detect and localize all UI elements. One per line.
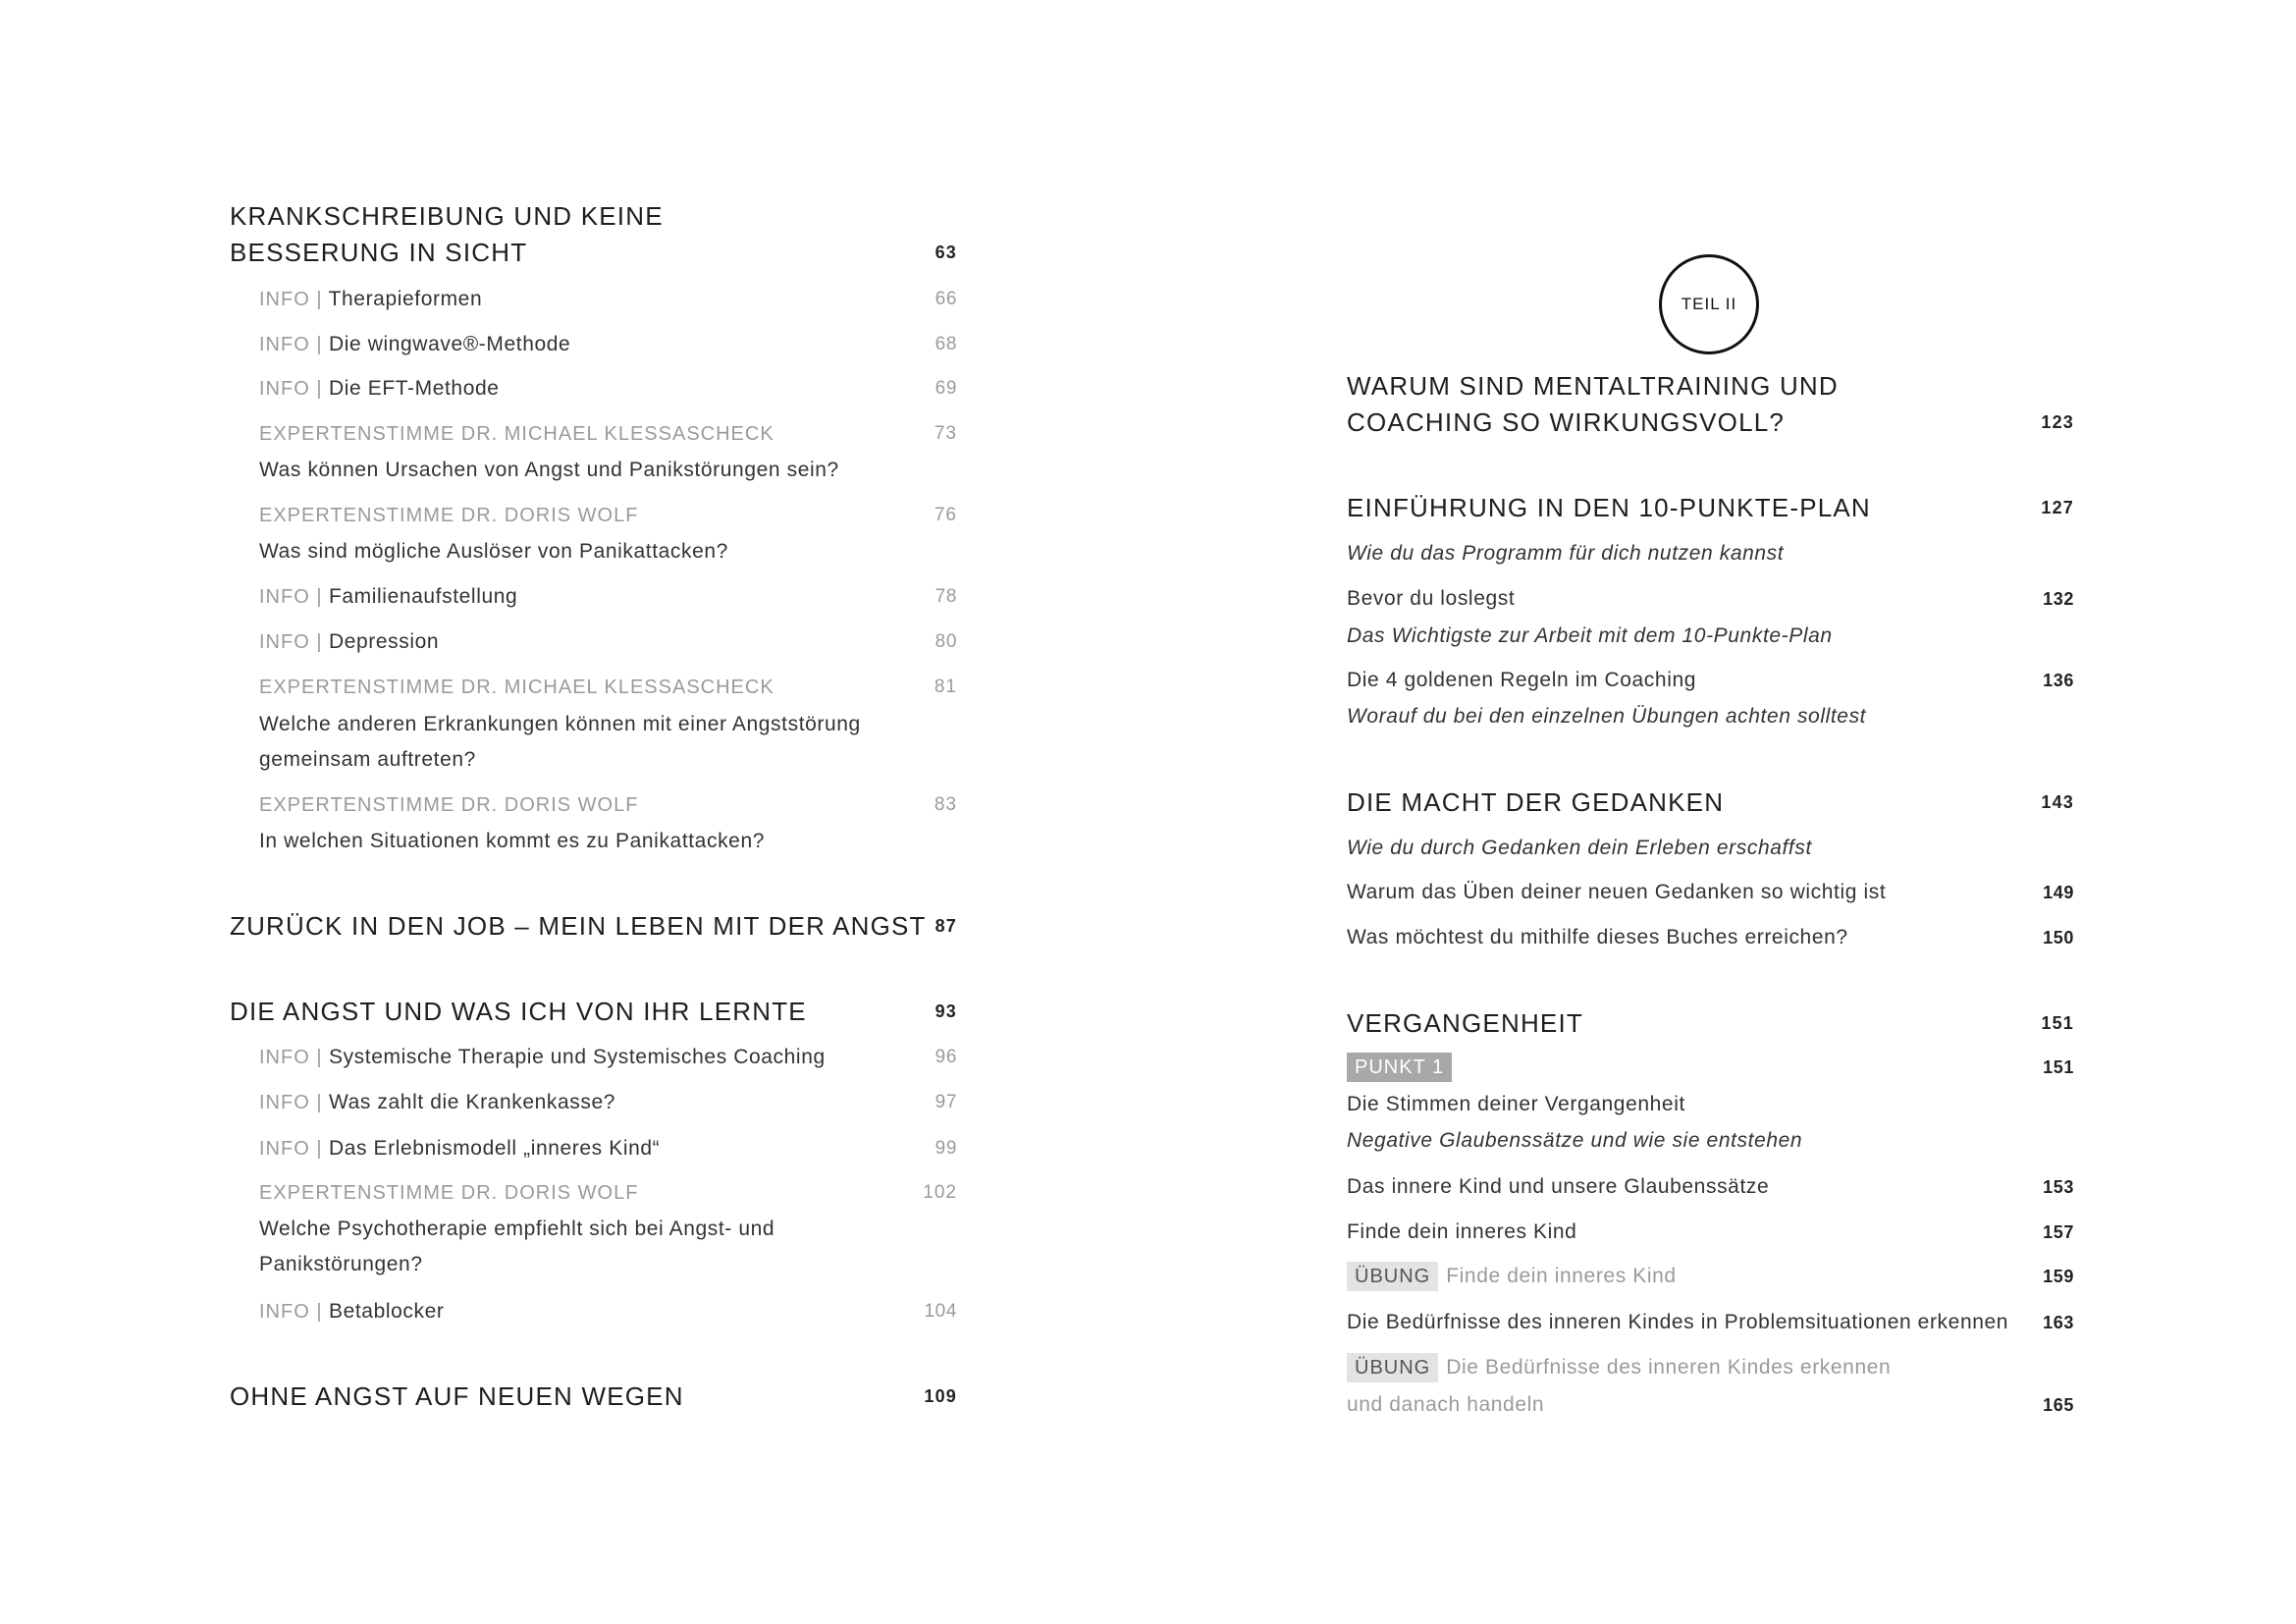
chapter-title-text: DIE MACHT DER GEDANKEN bbox=[1347, 787, 1725, 817]
toc-entry-text[interactable]: In welchen Situationen kommt es zu Panikattacken? bbox=[259, 830, 766, 852]
subtitle: Worauf du bei den einzelnen Übungen achten solltest bbox=[1347, 705, 1867, 728]
entry-text: Die Bedürfnisse des inneren Kindes erkennen bbox=[1446, 1356, 1892, 1379]
toc-entry[interactable] bbox=[259, 371, 957, 406]
entry-text: Betablocker bbox=[328, 1300, 445, 1323]
subtitle: Wie du das Programm für dich nutzen kannst bbox=[1347, 542, 1785, 565]
expert-name: EXPERTENSTIMME DR. DORIS WOLF bbox=[259, 794, 639, 816]
chapter-title[interactable] bbox=[230, 994, 957, 1029]
chapter-title[interactable] bbox=[230, 198, 957, 234]
entry-text: Die Bedürfnisse des inneren Kindes in Problemsituationen erkennen bbox=[1347, 1311, 2009, 1333]
entry-text: Das innere Kind und unsere Glaubenssätze bbox=[1347, 1175, 1770, 1198]
toc-entry[interactable] bbox=[1347, 581, 2074, 617]
toc-entry-text[interactable]: Was können Ursachen von Angst und Panikstörungen sein? bbox=[259, 459, 839, 481]
info-label: INFO | bbox=[259, 631, 323, 653]
entry-text: Das Erlebnismodell „inneres Kind“ bbox=[328, 1137, 661, 1160]
toc-entry[interactable] bbox=[259, 579, 957, 615]
page-number: 109 bbox=[924, 1386, 957, 1406]
page-number: 123 bbox=[2041, 412, 2074, 432]
chapter-title[interactable] bbox=[1347, 368, 2074, 404]
page-number: 165 bbox=[2043, 1395, 2074, 1415]
toc-entry[interactable] bbox=[1347, 1215, 2074, 1250]
page-number: 81 bbox=[934, 677, 957, 697]
page-number: 136 bbox=[2043, 671, 2074, 690]
exercise-tag: ÜBUNG bbox=[1347, 1262, 1438, 1291]
toc-entry-text[interactable]: gemeinsam auftreten? bbox=[259, 748, 476, 771]
page-number: 151 bbox=[2041, 1013, 2074, 1033]
toc-entry[interactable] bbox=[1347, 1305, 2074, 1340]
page-number: 68 bbox=[934, 334, 957, 354]
chapter-title[interactable] bbox=[230, 235, 957, 270]
page-number: 149 bbox=[2043, 883, 2074, 902]
entry-text: Systemische Therapie und Systemisches Coaching bbox=[328, 1046, 826, 1068]
page-number: 143 bbox=[2041, 792, 2074, 812]
page-number: 96 bbox=[934, 1047, 957, 1067]
punkt-entry[interactable] bbox=[1347, 1050, 2074, 1085]
expert-name: EXPERTENSTIMME DR. DORIS WOLF bbox=[259, 1182, 639, 1204]
chapter-title[interactable] bbox=[230, 1379, 957, 1414]
entry-text: Bevor du loslegst bbox=[1347, 587, 1516, 610]
part-badge: TEIL II bbox=[1659, 254, 1759, 354]
chapter-title-text: OHNE ANGST AUF NEUEN WEGEN bbox=[230, 1381, 684, 1411]
entry-text: Die EFT-Methode bbox=[328, 377, 500, 400]
page-number: 69 bbox=[934, 378, 957, 399]
info-label: INFO | bbox=[259, 378, 323, 400]
expert-name: EXPERTENSTIMME DR. MICHAEL KLESSASCHECK bbox=[259, 423, 774, 445]
chapter-title-line: COACHING SO WIRKUNGSVOLL? bbox=[1347, 407, 1786, 437]
chapter-title-line: WARUM SIND MENTALTRAINING UND bbox=[1347, 371, 1839, 401]
expert-name: EXPERTENSTIMME DR. MICHAEL KLESSASCHECK bbox=[259, 677, 774, 698]
info-label: INFO | bbox=[259, 334, 323, 355]
expert-label[interactable] bbox=[259, 787, 957, 823]
toc-entry[interactable] bbox=[259, 282, 957, 317]
page-number: 76 bbox=[934, 505, 957, 525]
page-number: 157 bbox=[2043, 1222, 2074, 1242]
chapter-title[interactable] bbox=[230, 908, 957, 944]
toc-entry[interactable] bbox=[1347, 663, 2074, 698]
toc-entry-text[interactable]: Welche anderen Erkrankungen können mit einer Angststörung bbox=[259, 713, 861, 735]
page-number: 151 bbox=[2043, 1057, 2074, 1077]
toc-entry-text[interactable]: Die Stimmen deiner Vergangenheit bbox=[1347, 1093, 1685, 1115]
page-number: 127 bbox=[2041, 498, 2074, 517]
toc-entry-text[interactable]: Welche Psychotherapie empfiehlt sich bei Angst- und bbox=[259, 1218, 775, 1240]
chapter-title[interactable] bbox=[1347, 785, 2074, 820]
page-number: 99 bbox=[934, 1138, 957, 1159]
chapter-title-text: EINFÜHRUNG IN DEN 10-PUNKTE-PLAN bbox=[1347, 493, 1871, 522]
toc-entry[interactable] bbox=[259, 1085, 957, 1120]
exercise-entry[interactable] bbox=[1347, 1259, 2074, 1294]
page-number: 163 bbox=[2043, 1313, 2074, 1332]
chapter-title-text: DIE ANGST UND WAS ICH VON IHR LERNTE bbox=[230, 997, 807, 1026]
page-number: 150 bbox=[2043, 928, 2074, 947]
toc-entry[interactable] bbox=[259, 1294, 957, 1329]
page-number: 132 bbox=[2043, 589, 2074, 609]
expert-label[interactable] bbox=[259, 416, 957, 452]
info-label: INFO | bbox=[259, 586, 323, 608]
toc-entry[interactable] bbox=[259, 624, 957, 660]
subtitle: Wie du durch Gedanken dein Erleben erschaffst bbox=[1347, 837, 1812, 859]
page-number: 153 bbox=[2043, 1177, 2074, 1197]
subtitle: Das Wichtigste zur Arbeit mit dem 10-Punkte-Plan bbox=[1347, 624, 1833, 647]
entry-text: Warum das Üben deiner neuen Gedanken so wichtig ist bbox=[1347, 881, 1887, 903]
chapter-title-text: ZURÜCK IN DEN JOB – MEIN LEBEN MIT DER ANGST bbox=[230, 911, 927, 941]
toc-entry[interactable] bbox=[1347, 920, 2074, 955]
entry-text: Therapieformen bbox=[328, 288, 483, 310]
expert-label[interactable] bbox=[259, 670, 957, 705]
entry-text: Finde dein inneres Kind bbox=[1347, 1220, 1577, 1243]
info-label: INFO | bbox=[259, 1138, 323, 1160]
toc-entry[interactable] bbox=[259, 1131, 957, 1166]
toc-entry[interactable] bbox=[259, 327, 957, 362]
chapter-title-text: VERGANGENHEIT bbox=[1347, 1008, 1583, 1038]
entry-text: und danach handeln bbox=[1347, 1393, 1545, 1416]
expert-label[interactable] bbox=[259, 1175, 957, 1211]
page-number: 87 bbox=[934, 916, 957, 936]
chapter-title-line: BESSERUNG IN SICHT bbox=[230, 238, 528, 267]
entry-text: Die wingwave®-Methode bbox=[328, 333, 571, 355]
entry-text: Die 4 goldenen Regeln im Coaching bbox=[1347, 669, 1697, 691]
info-label: INFO | bbox=[259, 289, 323, 310]
entry-text: Was zahlt die Krankenkasse? bbox=[328, 1091, 616, 1113]
entry-text: Familienaufstellung bbox=[328, 585, 518, 608]
page-number: 80 bbox=[934, 631, 957, 652]
info-label: INFO | bbox=[259, 1092, 323, 1113]
subtitle: Negative Glaubenssätze und wie sie entstehen bbox=[1347, 1129, 1803, 1152]
page-number: 66 bbox=[934, 289, 957, 309]
page-number: 102 bbox=[923, 1182, 957, 1203]
page-number: 78 bbox=[934, 586, 957, 607]
toc-entry[interactable] bbox=[259, 1040, 957, 1075]
toc-entry[interactable] bbox=[1347, 1169, 2074, 1205]
entry-text: Was möchtest du mithilfe dieses Buches erreichen? bbox=[1347, 926, 1848, 948]
info-label: INFO | bbox=[259, 1301, 323, 1323]
page-number: 63 bbox=[934, 243, 957, 262]
entry-text: Finde dein inneres Kind bbox=[1446, 1265, 1677, 1287]
exercise-entry-continued[interactable] bbox=[1347, 1387, 2074, 1423]
exercise-tag: ÜBUNG bbox=[1347, 1353, 1438, 1382]
page-number: 159 bbox=[2043, 1267, 2074, 1286]
page-number: 104 bbox=[924, 1301, 957, 1322]
chapter-title[interactable] bbox=[1347, 490, 2074, 525]
expert-label[interactable] bbox=[259, 498, 957, 533]
toc-entry-text[interactable]: Panikstörungen? bbox=[259, 1253, 423, 1275]
toc-entry[interactable] bbox=[1347, 875, 2074, 910]
expert-name: EXPERTENSTIMME DR. DORIS WOLF bbox=[259, 505, 639, 526]
exercise-entry[interactable] bbox=[1347, 1350, 2074, 1385]
entry-text: Depression bbox=[328, 630, 440, 653]
page-number: 93 bbox=[934, 1001, 957, 1021]
chapter-title[interactable] bbox=[1347, 405, 2074, 440]
chapter-title[interactable] bbox=[1347, 1005, 2074, 1041]
info-label: INFO | bbox=[259, 1047, 323, 1068]
page-number: 73 bbox=[934, 423, 957, 444]
chapter-title-line: KRANKSCHREIBUNG UND KEINE bbox=[230, 201, 664, 231]
page-number: 97 bbox=[934, 1092, 957, 1112]
toc-entry-text[interactable]: Was sind mögliche Auslöser von Panikattacken? bbox=[259, 540, 728, 563]
punkt-tag: PUNKT 1 bbox=[1347, 1053, 1452, 1082]
page-number: 83 bbox=[934, 794, 957, 815]
